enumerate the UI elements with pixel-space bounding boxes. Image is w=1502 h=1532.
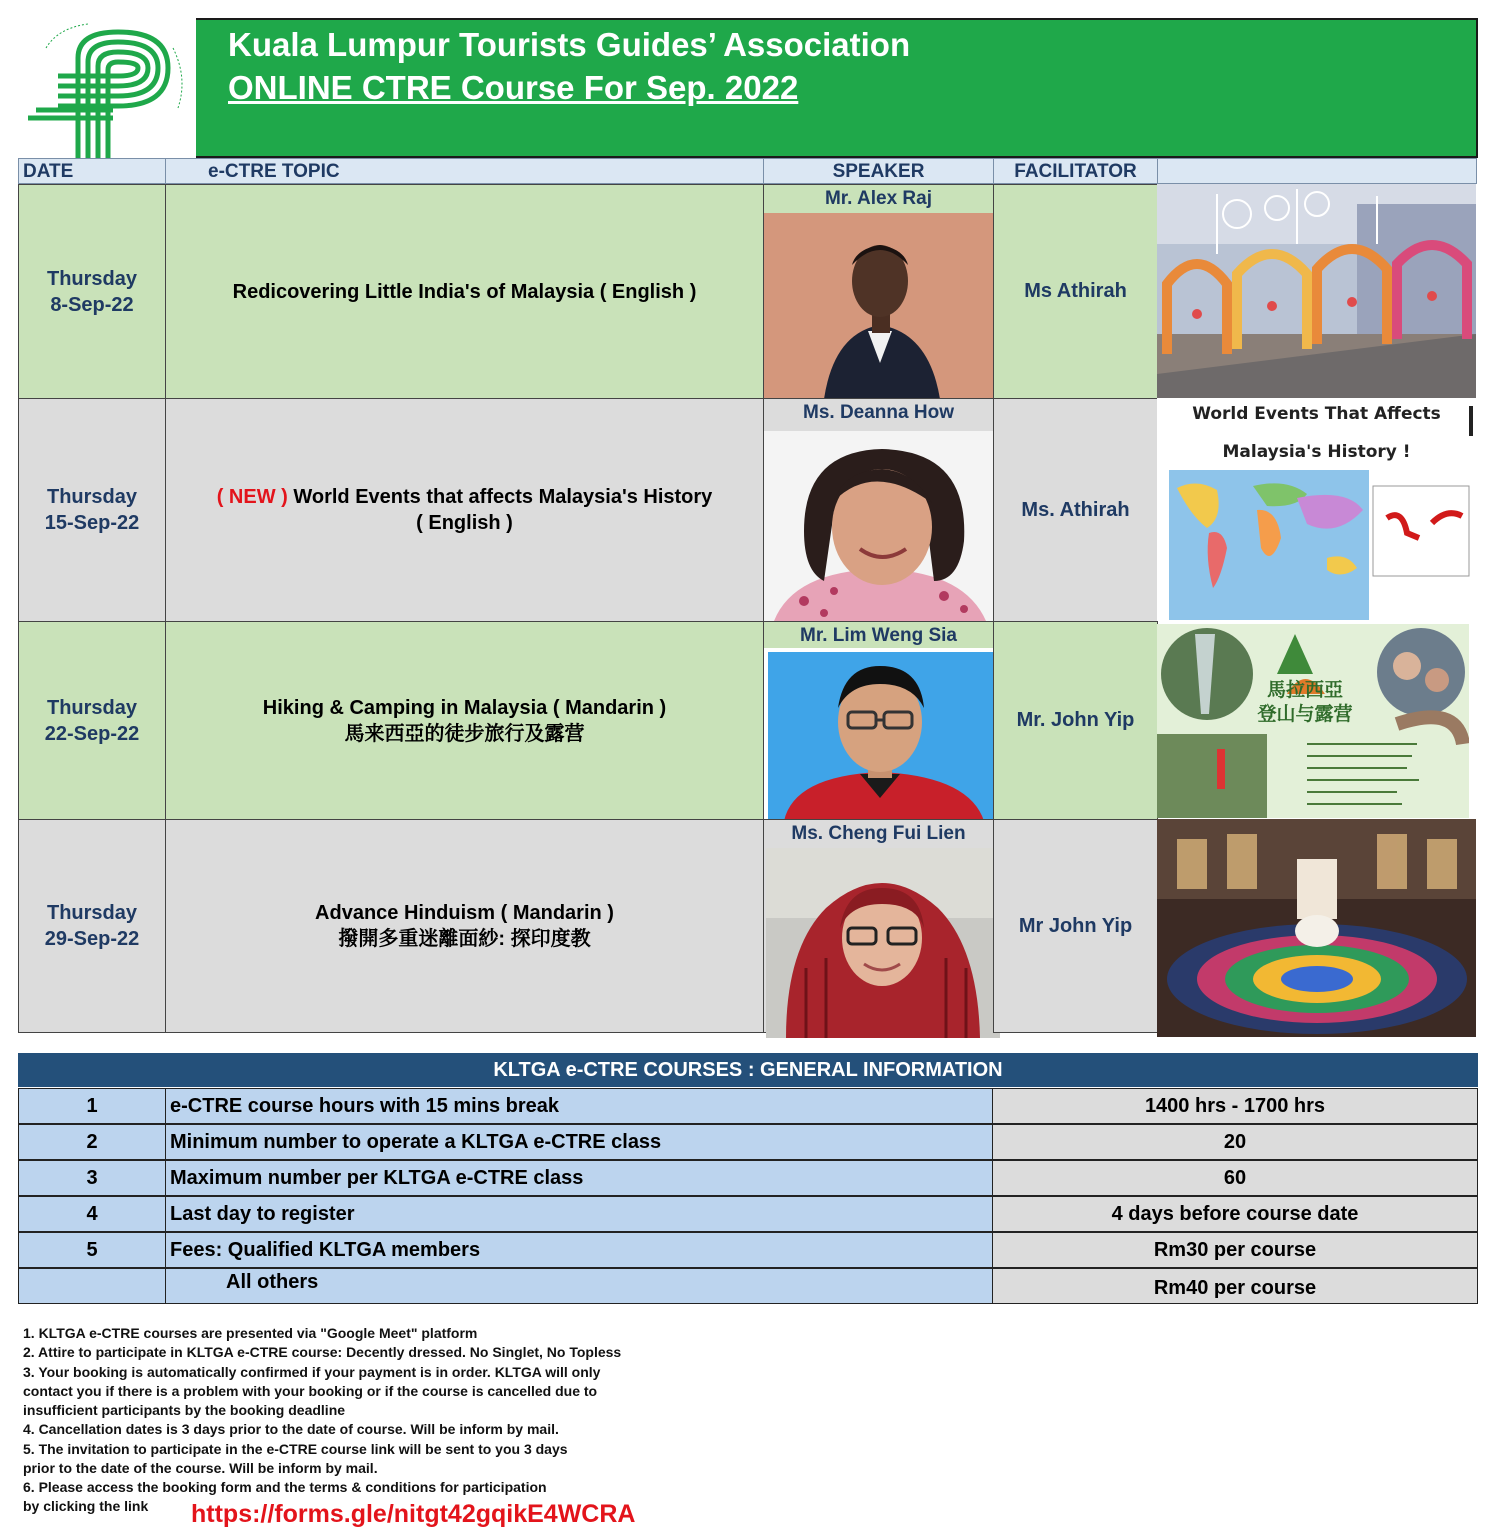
header-facilitator: FACILITATOR — [993, 158, 1158, 184]
course-day: Thursday — [46, 267, 138, 290]
note-line: 4. Cancellation dates is 3 days prior to the date of course. Will be inform by mail. — [23, 1421, 559, 1438]
note-line: insufficient participants by the booking deadline — [23, 1402, 346, 1419]
hiking-caption-2: 登山与露营 — [1257, 703, 1353, 725]
course-topic-cell — [165, 819, 764, 1033]
world-events-caption-2: Malaysia's History ! — [1222, 442, 1411, 462]
booking-form-link[interactable]: https://forms.gle/nitgt42gqikE4WCRA — [191, 1500, 636, 1528]
hindu-temple-image — [1157, 819, 1476, 1037]
info-value: Rm30 per course — [992, 1232, 1478, 1268]
course-day: Thursday — [46, 486, 138, 508]
course-day: Thursday — [46, 696, 138, 719]
info-number — [18, 1268, 166, 1304]
info-number: 1 — [18, 1088, 166, 1124]
course-date: 15-Sep-22 — [44, 512, 140, 534]
speaker-photo — [766, 848, 1000, 1038]
course-topic: Advance Hinduism ( Mandarin ) — [315, 902, 614, 924]
facilitator-name: Mr John Yip — [1018, 914, 1133, 937]
course-title: ONLINE CTRE Course For Sep. 2022 — [228, 69, 799, 106]
course-row-2 — [18, 398, 1158, 622]
course-date: 29-Sep-22 — [44, 928, 140, 950]
notes-list — [23, 1324, 723, 1498]
course-topic-chinese: 馬来西亞的徒步旅行及露营 — [344, 722, 585, 745]
speaker-name: Ms. Cheng Fui Lien — [791, 823, 966, 844]
facilitator-name: Ms. Athirah — [1021, 498, 1130, 521]
world-events-image — [1157, 398, 1476, 622]
speaker-name: Mr. Lim Weng Sia — [800, 625, 957, 646]
facilitator-name: Mr. John Yip — [1016, 709, 1135, 731]
hiking-caption-1: 馬拉西亞 — [1266, 679, 1343, 701]
info-row-4 — [18, 1196, 1478, 1232]
info-value: 1400 hrs - 1700 hrs — [992, 1088, 1478, 1124]
speaker-cell — [763, 819, 994, 1033]
course-day: Thursday — [46, 902, 138, 924]
world-events-caption-1: World Events That Affects — [1192, 404, 1441, 424]
facilitator-cell — [993, 621, 1158, 820]
course-date-cell — [18, 398, 166, 622]
info-label: Fees: Qualified KLTGA members — [165, 1232, 993, 1268]
info-row-5 — [18, 1232, 1478, 1268]
speaker-name: Mr. Alex Raj — [824, 188, 932, 209]
note-line: 3. Your booking is automatically confirmed if your payment is in order. KLTGA will only — [23, 1363, 601, 1380]
course-topic-cell — [165, 398, 764, 622]
facilitator-name: Ms Athirah — [1024, 280, 1127, 302]
info-label: Maximum number per KLTGA e-CTRE class — [165, 1160, 993, 1196]
info-label: Last day to register — [165, 1196, 993, 1232]
info-row-6 — [18, 1268, 1478, 1304]
header-speaker: SPEAKER — [763, 158, 994, 184]
speaker-photo — [764, 431, 995, 621]
org-name: Kuala Lumpur Tourists Guides’ Association — [228, 26, 911, 63]
info-value: 60 — [992, 1160, 1478, 1196]
course-topic: World Events that affects Malaysia's History — [293, 486, 713, 508]
info-number: 2 — [18, 1124, 166, 1160]
course-row-4 — [18, 819, 1158, 1033]
info-row-3 — [18, 1160, 1478, 1196]
facilitator-cell — [993, 184, 1158, 399]
info-value: Rm40 per course — [992, 1268, 1478, 1304]
general-info-title: KLTGA e-CTRE COURSES : GENERAL INFORMATION — [18, 1053, 1478, 1087]
course-topic: Hiking & Camping in Malaysia ( Mandarin ) — [262, 696, 667, 719]
note-line: 6. Please access the booking form and the terms & conditions for participation — [23, 1479, 547, 1496]
speaker-cell — [763, 398, 994, 622]
course-date-cell — [18, 621, 166, 820]
note-line: prior to the date of the course. Will be inform by mail. — [23, 1460, 378, 1477]
course-topic-chinese: 撥開多重迷離面紗: 探印度教 — [338, 928, 591, 950]
course-row-3 — [18, 621, 1158, 820]
kltga-logo — [18, 18, 198, 158]
info-row-2 — [18, 1124, 1478, 1160]
little-india-image — [1157, 184, 1476, 399]
info-value: 20 — [992, 1124, 1478, 1160]
info-label: Minimum number to operate a KLTGA e-CTRE class — [165, 1124, 993, 1160]
header-topic: e-CTRE TOPIC — [165, 158, 764, 184]
course-date: 8-Sep-22 — [50, 293, 134, 316]
course-date-cell — [18, 184, 166, 399]
info-value: 4 days before course date — [992, 1196, 1478, 1232]
speaker-photo — [764, 213, 997, 399]
note-line: 5. The invitation to participate in the e-CTRE course link will be sent to you 3 days — [23, 1440, 568, 1457]
info-label: e-CTRE course hours with 15 mins break — [165, 1088, 993, 1124]
speaker-photo — [764, 648, 1004, 821]
course-date: 22-Sep-22 — [44, 722, 140, 745]
header-image-col — [1157, 158, 1477, 184]
course-row-1 — [18, 184, 1158, 399]
info-number: 4 — [18, 1196, 166, 1232]
info-number: 3 — [18, 1160, 166, 1196]
course-topic-language: ( English ) — [416, 512, 513, 534]
link-label: by clicking the link — [23, 1498, 149, 1514]
info-row-1 — [18, 1088, 1478, 1124]
header-date: DATE — [18, 158, 166, 184]
facilitator-cell — [993, 819, 1158, 1033]
course-topic-cell — [165, 621, 764, 820]
note-line: contact you if there is a problem with your booking or if the course is cancelled due to — [23, 1382, 598, 1399]
info-label: All others — [165, 1268, 993, 1304]
new-badge: ( NEW ) — [216, 486, 288, 508]
speaker-cell — [763, 184, 994, 399]
note-line: 2. Attire to participate in KLTGA e-CTRE course: Decently dressed. No Singlet, No Topless — [23, 1344, 622, 1361]
course-topic: Redicovering Little India's of Malaysia ( English ) — [232, 280, 697, 303]
course-topic-cell — [165, 184, 764, 399]
facilitator-cell — [993, 398, 1158, 622]
note-line: 1. KLTGA e-CTRE courses are presented via "Google Meet" platform — [23, 1325, 478, 1341]
hiking-camping-image — [1157, 624, 1469, 818]
speaker-name: Ms. Deanna How — [803, 402, 954, 423]
course-date-cell — [18, 819, 166, 1033]
speaker-cell — [763, 621, 994, 820]
info-number: 5 — [18, 1232, 166, 1268]
